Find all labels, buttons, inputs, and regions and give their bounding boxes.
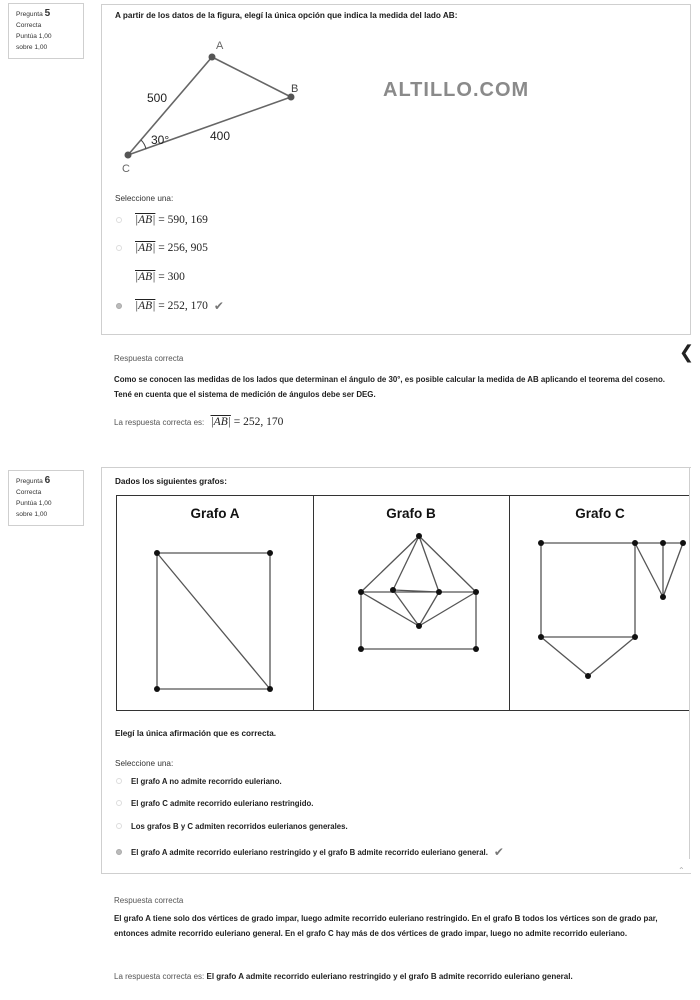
vertex-c-label: C bbox=[122, 163, 130, 173]
option-formula bbox=[135, 242, 208, 254]
check-icon: ✔ bbox=[493, 845, 504, 859]
answer-option[interactable] bbox=[116, 796, 313, 810]
question-number bbox=[16, 475, 76, 487]
vertex-a-label: A bbox=[216, 40, 224, 52]
question-state: Correcta bbox=[16, 22, 42, 29]
question-content-6 bbox=[101, 467, 691, 874]
correct-answer bbox=[114, 416, 283, 428]
answer-option[interactable] bbox=[116, 270, 185, 284]
feedback-text: El grafo A tiene solo dos vértices de grado impar, luego admite recorrido euleriano restringido. En el grafo B todos los vértices son de grado par, entonces admite recorrido euleriano general. En el grafo C hay más de dos vértices de grado impar, luego no admite recorrido euleriano. bbox=[114, 914, 658, 938]
check-icon: ✔ bbox=[213, 299, 224, 313]
question-number-value: 6 bbox=[44, 475, 51, 486]
formula-lhs: |AB| bbox=[135, 242, 156, 254]
question-text: A partir de los datos de la figura, elegí la única opción que indica la medida del lado AB: bbox=[115, 11, 458, 20]
question-grade: Puntúa 1,00 bbox=[16, 500, 52, 507]
question-grade-max: sobre 1,00 bbox=[16, 511, 48, 518]
question-number bbox=[16, 8, 76, 20]
watermark: ALTILLO.COM bbox=[383, 79, 530, 101]
graph-c-title: Grafo C bbox=[575, 506, 625, 521]
answer-option[interactable] bbox=[116, 213, 208, 227]
radio-button[interactable] bbox=[116, 800, 122, 806]
question-state: Correcta bbox=[16, 489, 42, 496]
answer-prompt: Seleccione una: bbox=[115, 759, 174, 768]
correct-answer-label: La respuesta correcta es: bbox=[114, 418, 205, 427]
option-label: El grafo C admite recorrido euleriano restringido. bbox=[131, 798, 314, 808]
answer-option[interactable] bbox=[116, 774, 282, 788]
formula-lhs: |AB| bbox=[135, 214, 156, 226]
chevron-up-icon[interactable]: ⌃ bbox=[678, 866, 685, 875]
side-ac-label: 500 bbox=[147, 91, 168, 105]
feedback-status: Respuesta correcta bbox=[114, 896, 184, 905]
answer-option[interactable] bbox=[116, 819, 348, 833]
content-right-border bbox=[689, 467, 690, 859]
radio-button-checked[interactable] bbox=[116, 849, 122, 855]
formula-rhs: = 256, 905 bbox=[155, 242, 208, 254]
question-grade: Puntúa 1,00 bbox=[16, 33, 52, 40]
statement-text: Elegí la única afirmación que es correcta. bbox=[115, 729, 277, 738]
answer-prompt: Seleccione una: bbox=[115, 194, 174, 203]
question-text: Dados los siguientes grafos: bbox=[115, 477, 227, 486]
correct-answer bbox=[114, 972, 694, 981]
question-number-value: 5 bbox=[44, 8, 51, 19]
graph-b-panel bbox=[313, 496, 510, 710]
answer-option[interactable] bbox=[116, 241, 208, 255]
question-label: Pregunta bbox=[16, 11, 43, 18]
question-content-5 bbox=[101, 4, 691, 335]
correct-answer-label: La respuesta correcta es: bbox=[114, 972, 205, 981]
graphs-figure bbox=[116, 495, 690, 711]
question-grade-max: sobre 1,00 bbox=[16, 44, 48, 51]
radio-button[interactable] bbox=[116, 217, 122, 223]
graph-b-drawing bbox=[313, 496, 509, 710]
graph-a-panel bbox=[117, 496, 314, 710]
question-info-6 bbox=[8, 470, 84, 526]
angle-label: 30° bbox=[151, 133, 170, 147]
option-formula bbox=[135, 271, 185, 283]
formula-lhs: |AB| bbox=[210, 416, 231, 428]
formula-lhs: |AB| bbox=[135, 300, 156, 312]
correct-answer-value: El grafo A admite recorrido euleriano restringido y el grafo B admite recorrido euleriano general. bbox=[206, 972, 573, 981]
side-cb-label: 400 bbox=[210, 129, 231, 143]
radio-button[interactable] bbox=[116, 274, 122, 280]
formula-rhs: = 252, 170 bbox=[230, 416, 284, 428]
radio-button[interactable] bbox=[116, 823, 122, 829]
radio-button[interactable] bbox=[116, 245, 122, 251]
triangle-figure bbox=[114, 33, 334, 173]
answer-option-selected[interactable] bbox=[116, 845, 504, 859]
option-label: El grafo A admite recorrido euleriano restringido y el grafo B admite recorrido euleriano general. bbox=[131, 847, 488, 857]
graph-b-title: Grafo B bbox=[386, 506, 436, 521]
option-formula bbox=[135, 214, 208, 226]
graph-c-drawing bbox=[509, 496, 691, 710]
formula-rhs: = 300 bbox=[155, 271, 185, 283]
option-label: Los grafos B y C admiten recorridos eulerianos generales. bbox=[131, 821, 348, 831]
formula-rhs: = 252, 170 bbox=[155, 300, 208, 312]
vertex-b-label: B bbox=[291, 83, 299, 95]
graph-a-drawing bbox=[117, 496, 313, 710]
question-label: Pregunta bbox=[16, 478, 43, 485]
option-formula bbox=[135, 300, 208, 312]
option-label: El grafo A no admite recorrido euleriano. bbox=[131, 776, 282, 786]
radio-button-checked[interactable] bbox=[116, 303, 122, 309]
question-info-5 bbox=[8, 3, 84, 59]
radio-button[interactable] bbox=[116, 778, 122, 784]
correct-answer-formula bbox=[211, 416, 284, 428]
formula-lhs: |AB| bbox=[135, 271, 156, 283]
chevron-left-icon[interactable]: ❮ bbox=[679, 342, 695, 362]
formula-rhs: = 590, 169 bbox=[155, 214, 208, 226]
answer-option-selected[interactable] bbox=[116, 299, 224, 313]
graph-a-title: Grafo A bbox=[190, 506, 240, 521]
feedback-status: Respuesta correcta bbox=[114, 354, 184, 363]
graph-c-panel bbox=[509, 496, 691, 710]
feedback-text: Como se conocen las medidas de los lados que determinan el ángulo de 30°, es posible calcular la medida de AB aplicando el teorema del coseno. Tené en cuenta que el sistema de medición de ángulos debe ser DEG. bbox=[114, 375, 665, 399]
